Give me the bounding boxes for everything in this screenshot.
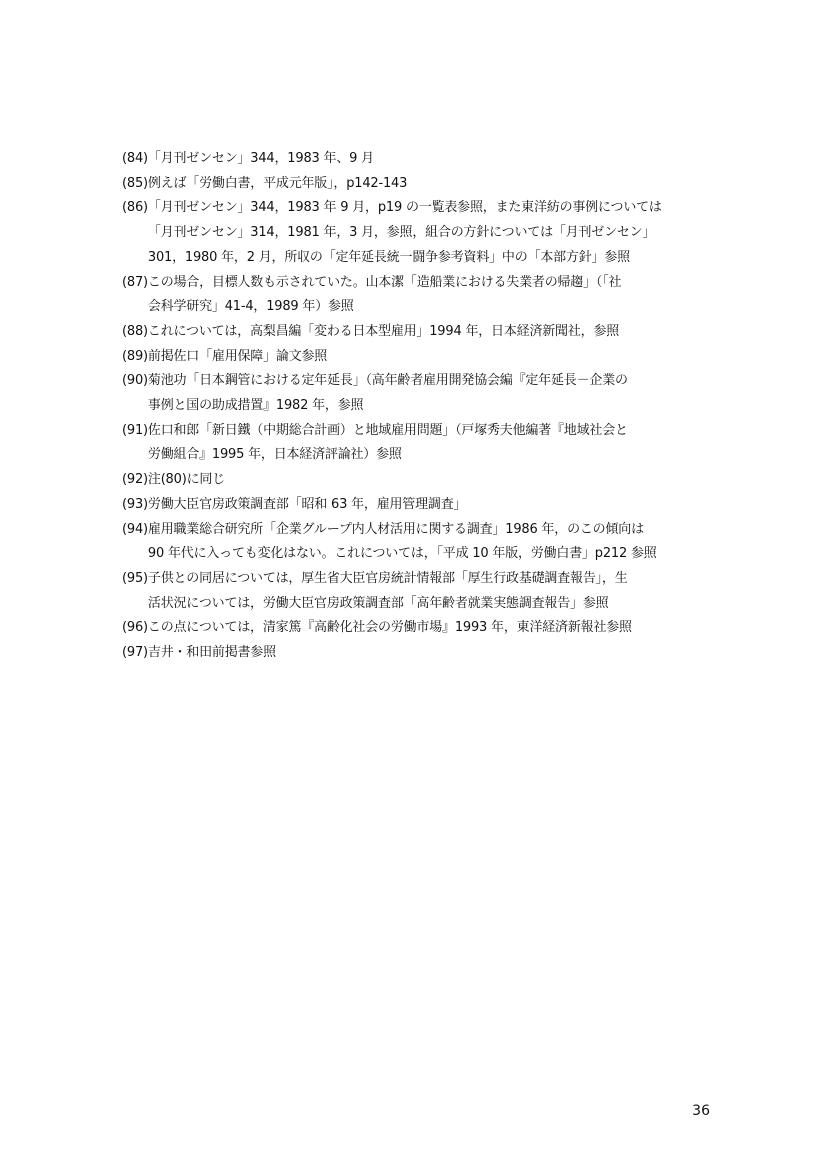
endnote-number: (90) — [122, 373, 148, 389]
endnote-number: (88) — [122, 323, 148, 339]
endnote-text: 雇用職業総合研究所「企業グループ内人材活用に関する調査」1986 年，のこの傾向は 90 年代に入っても変化はない。これについては，「平成 10 年版，労働白書」p212 参照 — [147, 521, 657, 562]
endnote-number: (94) — [122, 521, 148, 537]
endnote — [122, 320, 722, 345]
endnote-number: (93) — [122, 496, 148, 512]
endnote — [122, 616, 722, 641]
endnote — [122, 172, 722, 197]
endnote-text: 菊池功「日本鋼管における定年延長」（高年齢者雇用開発協会編『定年延長－企業の 事例と国の助成措置』1982 年，参照 — [147, 373, 628, 414]
endnote — [122, 147, 722, 172]
endnote-number: (97) — [122, 645, 148, 661]
endnote — [122, 567, 722, 616]
endnote-text: 注(80)に同じ — [147, 472, 225, 488]
endnote-text: 「月刊ゼンセン」344，1983 年、9 月 — [147, 151, 374, 166]
endnote-text: これについては，高梨昌編「変わる日本型雇用」1994 年，日本経済新聞社，参照 — [147, 323, 620, 339]
endnote-number: (86) — [122, 200, 148, 216]
endnote-text: 子供との同居については，厚生省大臣官房統計情報部「厚生行政基礎調査報告」，生 活状況については，労働大臣官房政策調査部「高年齢者就業実態調査報告」参照 — [147, 570, 628, 611]
endnote-text: 前掲佐口「雇用保障」論文参照 — [147, 348, 328, 364]
endnote-number: (89) — [122, 348, 148, 364]
endnote-text: 吉井・和田前掲書参照 — [147, 645, 276, 661]
endnote — [122, 518, 722, 567]
endnote-number: (84) — [122, 151, 148, 166]
endnote — [122, 641, 722, 666]
endnote-number: (92) — [122, 472, 148, 488]
endnote-text: 「月刊ゼンセン」344，1983 年 9 月，p19 の一覧表参照，また東洋紡の事例については 「月刊ゼンセン」314，1981 年，3 月，参照，組合の方針については「月刊ゼンセン」 301，1980 年，2 月，所収の「定年延長統一闘争参考資料」中の「本部方針」参照 — [147, 200, 662, 265]
endnote-text: 労働大臣官房政策調査部「昭和 63 年，雇用管理調査」 — [147, 496, 467, 512]
endnote-text: この点については，清家篤『高齢化社会の労働市場』1993 年，東洋経済新報社参照 — [147, 620, 632, 636]
endnote-text: 例えば「労働白書，平成元年版」，p142-143 — [147, 175, 408, 191]
endnote — [122, 369, 722, 418]
endnote-number: (87) — [122, 274, 148, 290]
endnote — [122, 271, 722, 320]
endnote — [122, 468, 722, 493]
endnote-number: (91) — [122, 422, 148, 438]
page-number: 36 — [692, 1103, 710, 1119]
endnotes-list — [122, 147, 722, 666]
endnote-text: 佐口和郎「新日鐵（中期総合計画）と地域雇用問題」（戸塚秀夫他編著『地域社会と 労働組合』1995 年，日本経済評論社）参照 — [147, 422, 628, 463]
endnote-text: この場合，目標人数も示されていた。山本潔「造船業における失業者の帰趨」（「社 会科学研究」41-4，1989 年）参照 — [147, 274, 622, 315]
endnote — [122, 345, 722, 370]
endnote-number: (85) — [122, 175, 148, 191]
endnote — [122, 196, 722, 270]
endnote-number: (96) — [122, 620, 148, 636]
endnote — [122, 493, 722, 518]
endnote-number: (95) — [122, 570, 148, 586]
endnote — [122, 419, 722, 468]
